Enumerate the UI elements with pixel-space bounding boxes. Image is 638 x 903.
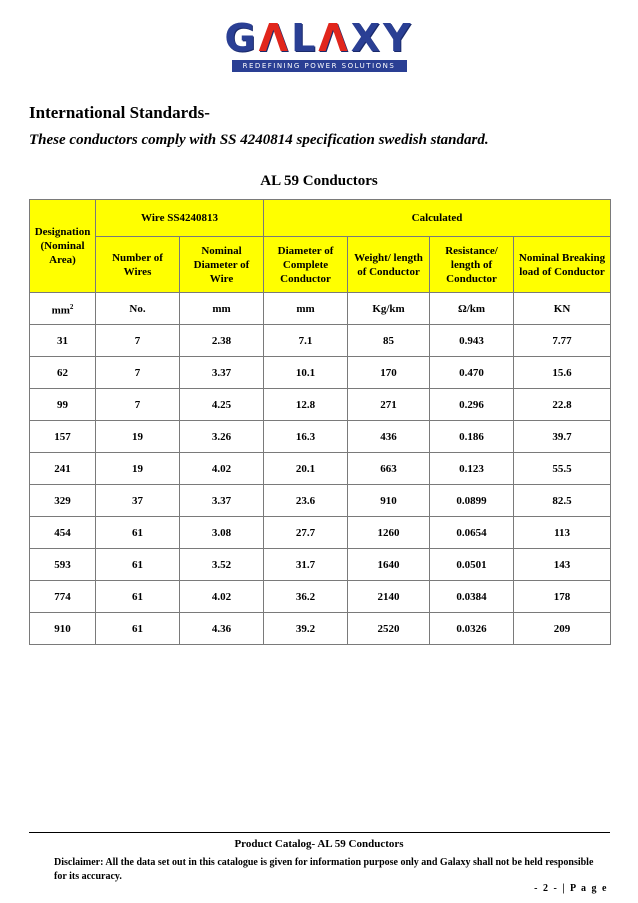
table-cell: 61	[96, 549, 180, 581]
table-cell: 3.52	[180, 549, 264, 581]
table-cell: 178	[514, 581, 611, 613]
table-cell: 0.0384	[430, 581, 514, 613]
table-cell: 0.0326	[430, 613, 514, 645]
unit-cell: No.	[96, 293, 180, 325]
page-number: - 2 - | P a g e	[534, 883, 608, 894]
table-cell: 0.0501	[430, 549, 514, 581]
table-cell: 271	[348, 389, 430, 421]
header-wire: Wire SS4240813	[96, 200, 264, 237]
table-cell: 241	[30, 453, 96, 485]
table-cell: 3.37	[180, 485, 264, 517]
table-cell: 2520	[348, 613, 430, 645]
table-row	[30, 581, 611, 613]
unit-cell: Kg/km	[348, 293, 430, 325]
table-cell: 143	[514, 549, 611, 581]
table-cell: 3.37	[180, 357, 264, 389]
table-cell: 0.943	[430, 325, 514, 357]
table-cell: 7	[96, 389, 180, 421]
table-cell: 22.8	[514, 389, 611, 421]
table-cell: 16.3	[264, 421, 348, 453]
table-cell: 436	[348, 421, 430, 453]
table-row	[30, 357, 611, 389]
header-diameter-complete: Diameter of Complete Conductor	[264, 237, 348, 293]
table-cell: 31	[30, 325, 96, 357]
logo-wordmark: GΛLΛXY	[224, 16, 414, 60]
table-cell: 0.0654	[430, 517, 514, 549]
table-cell: 36.2	[264, 581, 348, 613]
table-cell: 61	[96, 517, 180, 549]
header-number-of-wires: Number of Wires	[96, 237, 180, 293]
header-weight: Weight/ length of Conductor	[348, 237, 430, 293]
table-cell: 27.7	[264, 517, 348, 549]
table-cell: 39.7	[514, 421, 611, 453]
table-cell: 39.2	[264, 613, 348, 645]
table-cell: 61	[96, 613, 180, 645]
table-cell: 62	[30, 357, 96, 389]
table-cell: 454	[30, 517, 96, 549]
table-cell: 4.02	[180, 453, 264, 485]
table-cell: 12.8	[264, 389, 348, 421]
table-row	[30, 517, 611, 549]
table-row	[30, 325, 611, 357]
table-row	[30, 613, 611, 645]
section-subtitle: These conductors comply with SS 4240814 specification swedish standard.	[29, 132, 489, 148]
table-cell: 37	[96, 485, 180, 517]
table-cell: 55.5	[514, 453, 611, 485]
table-row	[30, 389, 611, 421]
logo-tagline: REDEFINING POWER SOLUTIONS	[232, 60, 407, 72]
table-cell: 170	[348, 357, 430, 389]
table-row	[30, 453, 611, 485]
footer-title: Product Catalog- AL 59 Conductors	[234, 838, 404, 850]
table-cell: 0.0899	[430, 485, 514, 517]
table-title: AL 59 Conductors	[260, 173, 378, 189]
disclaimer: Disclaimer: All the data set out in this catalogue is given for information purpose only and Galaxy shall not be held responsible for its accuracy.	[54, 857, 594, 882]
header-resistance: Resistance/ length of Conductor	[430, 237, 514, 293]
table-cell: 0.123	[430, 453, 514, 485]
table-cell: 1260	[348, 517, 430, 549]
table-cell: 19	[96, 453, 180, 485]
table-cell: 663	[348, 453, 430, 485]
table-cell: 3.26	[180, 421, 264, 453]
table-cell: 31.7	[264, 549, 348, 581]
table-cell: 7.77	[514, 325, 611, 357]
section-title: International Standards-	[29, 103, 210, 122]
table-cell: 7	[96, 325, 180, 357]
unit-cell: KN	[514, 293, 611, 325]
table-cell: 2140	[348, 581, 430, 613]
footer-divider	[29, 832, 610, 833]
table-cell: 4.25	[180, 389, 264, 421]
table-row	[30, 485, 611, 517]
table-cell: 7	[96, 357, 180, 389]
table-cell: 61	[96, 581, 180, 613]
table-cell: 85	[348, 325, 430, 357]
table-cell: 82.5	[514, 485, 611, 517]
table-row	[30, 549, 611, 581]
table-cell: 0.470	[430, 357, 514, 389]
unit-cell: $mm^2$	[30, 293, 96, 325]
unit-cell: Ω/km	[430, 293, 514, 325]
table-cell: 774	[30, 581, 96, 613]
table-cell: 4.02	[180, 581, 264, 613]
table-cell: 329	[30, 485, 96, 517]
conductor-table	[29, 199, 611, 645]
table-cell: 910	[348, 485, 430, 517]
galaxy-logo	[0, 18, 638, 72]
table-cell: 0.186	[430, 421, 514, 453]
table-row	[30, 421, 611, 453]
table-cell: 2.38	[180, 325, 264, 357]
table-cell: 1640	[348, 549, 430, 581]
table-cell: 113	[514, 517, 611, 549]
table-cell: 3.08	[180, 517, 264, 549]
header-breaking-load: Nominal Breaking load of Conductor	[514, 237, 611, 293]
table-cell: 23.6	[264, 485, 348, 517]
table-cell: 910	[30, 613, 96, 645]
unit-cell: mm	[264, 293, 348, 325]
units-row	[30, 293, 611, 325]
table-cell: 7.1	[264, 325, 348, 357]
table-cell: 15.6	[514, 357, 611, 389]
table-cell: 20.1	[264, 453, 348, 485]
header-designation: Designation (Nominal Area)	[30, 200, 96, 293]
table-cell: 4.36	[180, 613, 264, 645]
header-calculated: Calculated	[264, 200, 611, 237]
table-cell: 99	[30, 389, 96, 421]
table-cell: 0.296	[430, 389, 514, 421]
table-cell: 157	[30, 421, 96, 453]
table-cell: 593	[30, 549, 96, 581]
header-nominal-diameter: Nominal Diameter of Wire	[180, 237, 264, 293]
unit-cell: mm	[180, 293, 264, 325]
table-cell: 10.1	[264, 357, 348, 389]
table-cell: 19	[96, 421, 180, 453]
table-cell: 209	[514, 613, 611, 645]
